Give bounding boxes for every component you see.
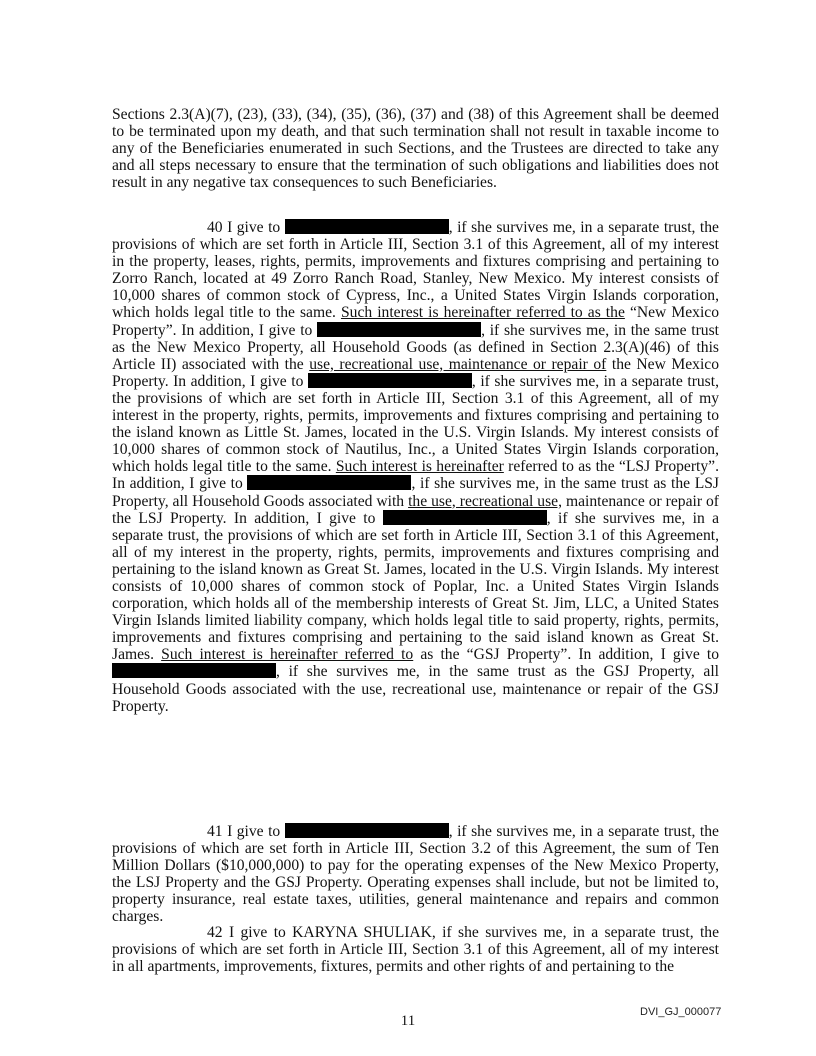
paragraph-41: 41 I give to , if she survives me, in a separate trust, the provisions of which are set forth in Article III, Section 3.2 of this Agreement, the sum of Ten Million Dollars ($10,000,000) to pay for the operating expenses of the New Mexico Property, the LSJ Property and the GSJ Property. Operating expenses shall include, but not be limited to, property insurance, real estate taxes, utilities, general maintenance and repairs and common charges.	[112, 823, 719, 926]
paragraph-40: 40 I give to , if she survives me, in a separate trust, the provisions of which are set forth in Article III, Section 3.1 of this Agreement, all of my interest in the property, leases, rights, permits, improvements and fixtures comprising and pertaining to Zorro Ranch, located at 49 Zorro Ranch Road, Stanley, New Mexico. My interest consists of 10,000 shares of common stock of Cypress, Inc., a United States Virgin Islands corporation, which holds legal title to the same. Such interest is hereinafter referred to as the “New Mexico Property”. In addition, I give to , if she survives me, in the same trust as the New Mexico Property, all Household Goods (as defined in Section 2.3(A)(46) of this Article II) associated with the use, recreational use, maintenance or repair of the New Mexico Property. In addition, I give to , if she survives me, in a separate trust, the provisions of which are set forth in Article III, Section 3.1 of this Agreement, all of my interest in the property, rights, permits, improvements and fixtures comprising and pertaining to the island known as Little St. James, located in the U.S. Virgin Islands. My interest consists of 10,000 shares of common stock of Nautilus, Inc., a United States Virgin Islands corporation, which holds legal title to the same. Such interest is hereinafter referred to as the “LSJ Property”. In addition, I give to , if she survives me, in the same trust as the LSJ Property, all Household Goods associated with the use, recreational use, maintenance or repair of the LSJ Property. In addition, I give to , if she survives me, in a separate trust, the provisions of which are set forth in Article III, Section 3.1 of this Agreement, all of my interest in the property, rights, permits, improvements and fixtures comprising and pertaining to the island known as Great St. James, located in the U.S. Virgin Islands. My interest consists of 10,000 shares of common stock of Poplar, Inc. a United States Virgin Islands corporation, which holds all of the membership interests of Great St. Jim, LLC, a United States Virgin Islands limited liability company, which holds legal title to said property, rights, permits, improvements and fixtures comprising and pertaining to the said island known as Great St. James. Such interest is hereinafter referred to as the “GSJ Property”. In addition, I give to , if she survives me, in the same trust as the GSJ Property, all Household Goods associated with the use, recreational use, maintenance or repair of the GSJ Property.	[112, 219, 719, 715]
page-number: 11	[400, 1013, 416, 1029]
redaction-box	[285, 823, 449, 838]
redaction-box	[317, 322, 481, 337]
redaction-box	[247, 475, 411, 490]
paragraph-number: 42	[207, 924, 223, 941]
paragraph-number: 41	[207, 823, 223, 840]
paragraph-39-continuation: Sections 2.3(A)(7), (23), (33), (34), (35), (36), (37) and (38) of this Agreement shall be deemed to be terminated upon my death, and that such termination shall not result in taxable income to any of the Beneficiaries enumerated in such Sections, and the Trustees are directed to take any and all steps necessary to ensure that the termination of such obligations and liabilities does not result in any negative tax consequences to such Beneficiaries.	[112, 106, 719, 192]
redaction-box	[383, 510, 547, 525]
bates-number: DVI_GJ_000077	[640, 1006, 722, 1018]
paragraph-number: 40	[207, 219, 223, 236]
redaction-box	[285, 219, 449, 234]
redaction-box	[112, 663, 276, 678]
redaction-box	[308, 373, 472, 388]
paragraph-42: 42 I give to KARYNA SHULIAK, if she survives me, in a separate trust, the provisions of which are set forth in Article III, Section 3.1 of this Agreement, all of my interest in all apartments, improvements, fixtures, permits and other rights of and pertaining to the	[112, 924, 720, 976]
